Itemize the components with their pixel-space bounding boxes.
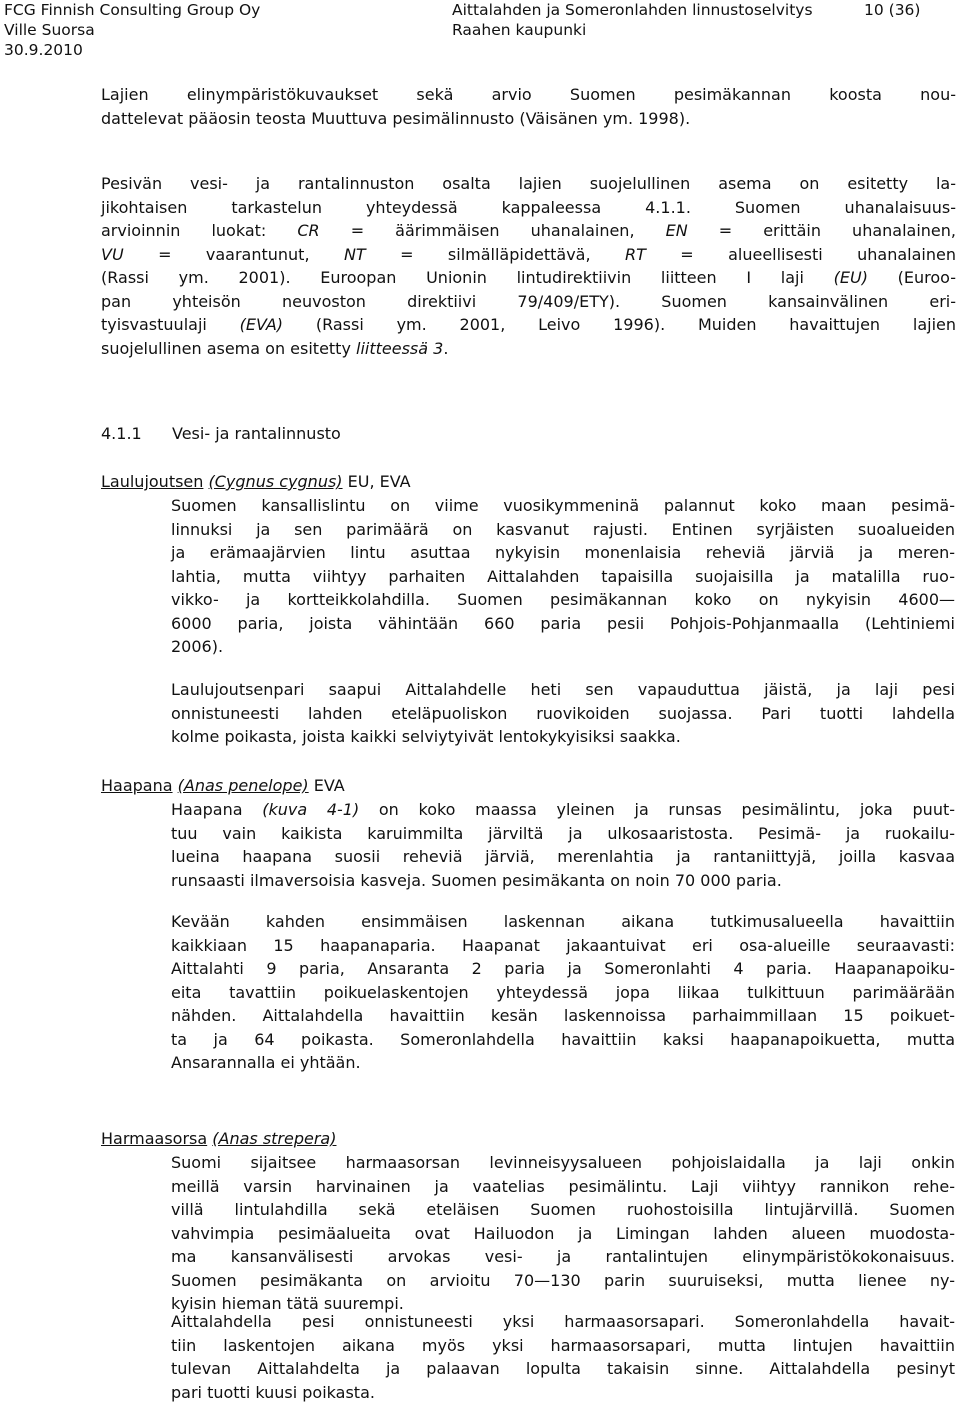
header-date: 30.9.2010 (4, 41, 83, 59)
species-text-laulujoutsen-2: Laulujoutsenpari saapui Aittalahdelle heti sen vapauduttua jäistä, ja laji pesi onnistuneesti lahden eteläpuoliskon ruovikoiden suojassa. Pari tuotti lahdella kolme poikasta, joista kaikki selviytyivät lentokykyisiksi saakka. (171, 680, 955, 746)
section-title: Vesi- ja rantalinnusto (172, 424, 341, 443)
species-text-haapana-2: Kevään kahden ensimmäisen laskennan aikana tutkimusalueella havaittiin kaikkiaan 15 haapanaparia. Haapanat jakaantuivat eri osa-alueille seuraavasti: Aittalahti 9 paria, Ansaranta 2 paria ja Someronlahti 4 paria. Haapanapoiku- eita tavattiin poikuelaskentojen yhteydessä jopa liikaa tulkittuun parimäärään nähden. Aittalahdella havaittiin kesän laskennoissa parhaimmillaan 15 poikuet- ta ja 64 poikasta. Someronlahdella havaittiin kaksi haapanapoikuetta, mutta Ansarannalla ei yhtään. (171, 912, 955, 1072)
section-number: 4.1.1 (101, 424, 142, 443)
page-header (0, 0, 960, 62)
header-report-title: Aittalahden ja Someronlahden linnustoselvitys (452, 1, 813, 19)
header-page-number: 10 (36) (864, 1, 921, 19)
header-client: Raahen kaupunki (452, 21, 587, 39)
species-heading-laulujoutsen: Laulujoutsen (Cygnus cygnus) EU, EVA (101, 472, 411, 491)
species-text-laulujoutsen-1: Suomen kansallislintu on viime vuosikymmeninä palannut koko maan pesimä- linnuksi ja sen parimäärä on kasvanut rajusti. Entinen syrjäisten suoalueiden ja erämaajärvien lintu asuttaa nykyisin monenlaisia reheviä järviä ja meren- lahtia, mutta viihtyy parhaiten Aittalahden tapaisilla suojaisilla ja matalilla ruo- vikko- ja kortteikkolahdilla. Suomen pesimäkannan koko on nykyisin 4600— 6000 paria, joista vähintään 660 paria pesii Pohjois-Pohjanmaalla (Lehtiniemi 2006). (171, 496, 955, 656)
species-text-harmaasorsa-1: Suomi sijaitsee harmaasorsan levinneisyysalueen pohjoislaidalla ja laji onkin meillä varsin harvinainen ja vaatelias pesimälintu. Laji viihtyy rannikon rehe- villä lintulahdilla sekä eteläisen Suomen ruohostoisilla lintujärvillä. Suomen vahvimpia pesimäalueita ovat Hailuodon ja Limingan lahden alueen muodosta- ma kansanvälisesti arvokas vesi- ja rantalintujen elinympäristökokonaisuus. Suomen pesimäkanta on arvioitu 70—130 parin suuruiseksi, mutta lienee ny- kyisin hieman tätä suurempi. (171, 1153, 955, 1313)
header-author: Ville Suorsa (4, 21, 95, 39)
header-company: FCG Finnish Consulting Group Oy (4, 1, 261, 19)
species-text-haapana-1: Haapana (kuva 4-1) on koko maassa yleinen ja runsas pesimälintu, joka puut- tuu vain kaikista karuimmilta järviltä ja ulkosaaristosta. Pesimä- ja ruokailu- lueina haapana suosii reheviä järviä, merenlahtia ja rantaniittyjä, joilla kasvaa runsaasti ilmaversoisia kasveja. Suomen pesimäkanta on noin 70 000 paria. (171, 800, 956, 890)
intro-paragraph-2: Pesivän vesi- ja rantalinnuston osalta lajien suojelullinen asema on esitetty la- jikohtaisen tarkastelun yhteydessä kappaleessa 4.1.1. Suomen uhanalaisuus- arvioinnin luokat: CR = äärimmäisen uhanalainen, EN = erittäin uhanalainen, VU = vaarantunut, NT = silmälläpidettävä, RT = alueellisesti uhanalainen (Rassi ym. 2001). Euroopan Unionin lintudirektiivin liitteen I laji (EU) (Euroo- pan yhteisön neuvoston direktiivi 79/409/ETY). Suomen kansainvälinen eri- tyisvastuulaji (EVA) (Rassi ym. 2001, Leivo 1996). Muiden havaittujen lajien suojelullinen asema on esitetty liitteessä 3. (101, 174, 957, 358)
intro-paragraph-1: Lajien elinympäristökuvaukset sekä arvio Suomen pesimäkannan koosta nou- dattelevat pääosin teosta Muuttuva pesimälinnusto (Väisänen ym. 1998). (101, 85, 956, 128)
header-center (452, 0, 813, 40)
species-heading-harmaasorsa: Harmaasorsa (Anas strepera) (101, 1129, 337, 1148)
species-text-harmaasorsa-2: Aittalahdella pesi onnistuneesti yksi harmaasorsapari. Someronlahdella havait- tiin laskentojen aikana myös yksi harmaasorsapari, mutta lintujen havaittiin tulevan Aittalahdelta ja palaavan lopulta takaisin sinne. Aittalahdella pesinyt pari tuotti kuusi poikasta. (171, 1312, 955, 1402)
species-heading-haapana: Haapana (Anas penelope) EVA (101, 776, 345, 795)
header-left (4, 0, 260, 60)
